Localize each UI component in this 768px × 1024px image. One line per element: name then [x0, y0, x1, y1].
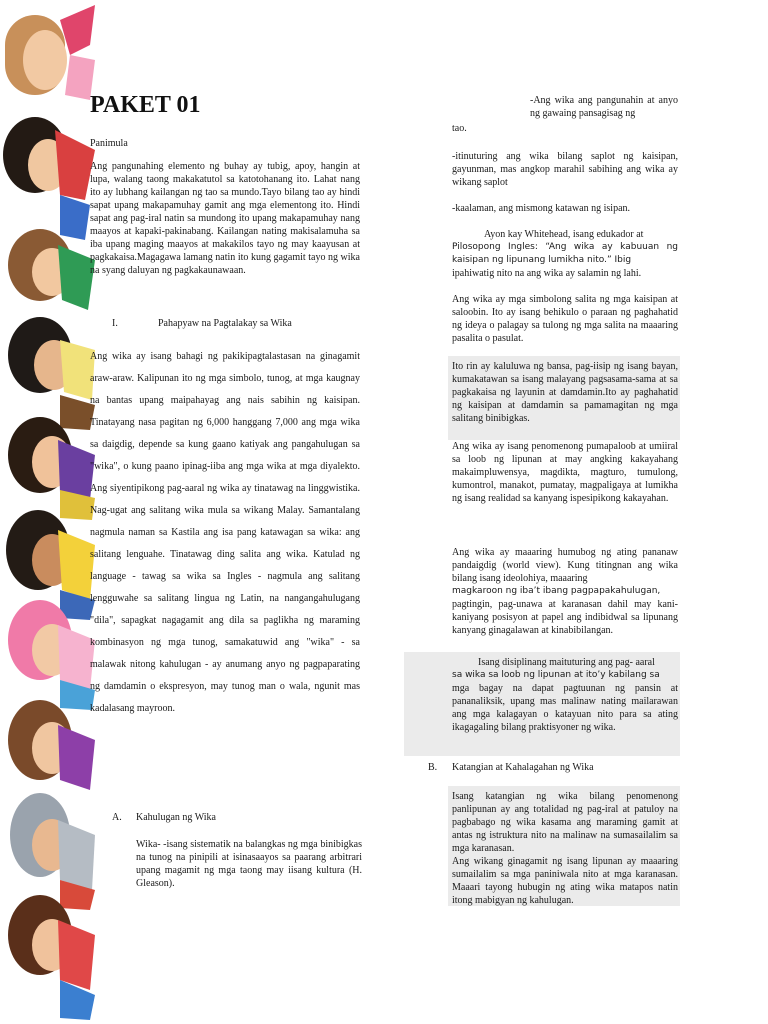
section-1-paragraph: Ang wika ay isang bahagi ng pakikipagtalastasan na ginagamit araw-araw. Kalipunan ito ng mga simbolo, tunog, at mga kaugnay na bantas upang maipahayag ang nais sabihin ng kaisipan. Tinatayang nasa pagitan ng 6,000 hanggang 7,000 ang mga wika sa daigdig, depende sa kung gaano katiyak ang pangahulugan sa "wika", o kung paano ipinag-iiba ang mga wika at mga diyalekto. Ang siyentipikong pag-aaral ng wika ay tinatawag na linggwistika. Nag-ugat ang salitang wika mula sa wikang Malay. Samantalang nagmula naman sa Kastila ang isa pang katawagan sa wika: ang salitang lenguahe. Tinatawag ding salita ang wika. Katulad ng language - tawag sa wika sa Ingles - nagmula ang salitang lengguwahe sa salitang lingua ng Latin, na nangangahulugang "dila", sapagkat nagagamit ang dila sa paglikha ng maraming kombinasyon ng mga tunog, samakatuwid ang "wika" - sa malawak nitong kahulugan - ay anumang anyo ng pagpaparating ng damdamin o ekspresyon, may tunog man o wala, ngunit mas kadalasang mayroon.	[90, 351, 360, 714]
right-paragraph-4-quote: Pilosopong Ingles: “Ang wika ay kabuuan ng kaisipan ng lipunang lumikha nito.” Ibig	[452, 242, 678, 265]
panimula-label: Panimula	[90, 138, 128, 149]
right-paragraph-9-end: mga bagay na dapat pagtuunan ng pansin at pananaliksik, upang mas malinaw nating mailarawan ang mga kalagayan o katayuan nito para sa ating ikagagaling bilang praktisyoner ng wika.	[452, 683, 678, 733]
section-b-title: Katangian at Kahalagahan ng Wika	[452, 762, 594, 773]
right-paragraph-1-end: tao.	[452, 123, 467, 134]
child-figure	[10, 793, 95, 910]
right-paragraph-8-end: pagtingin, pag-unawa at karanasan dahil may kani-kaniyang posisyon at papel ang indibidwal sa lipunang kanyang ginagalawan at kinabibilangan.	[452, 599, 678, 636]
right-paragraph-9: Isang disiplinang maituturing ang pag- aaral	[478, 657, 655, 668]
right-paragraph-10: Isang katangian ng wika bilang penomenong panlipunan ay ang totalidad ng pag-iral at patuloy na pagbabago ng wika kasama ang maraming gamit at antas ng istruktura nito na malinaw na sumasailalim sa mga karanasan.	[452, 791, 678, 854]
right-paragraph-1: -Ang wika ang pangunahin at anyo ng gawaing pansagisag ng	[530, 95, 678, 119]
right-paragraph-9-highlight: sa wika sa loob ng lipunan at ito’y kabilang sa	[452, 670, 660, 680]
section-a-number: A.	[112, 812, 122, 823]
child-figure	[3, 117, 95, 240]
child-figure	[8, 229, 95, 310]
section-1-title: Pahapyaw na Pagtalakay sa Wika	[158, 318, 292, 329]
section-b-number: B.	[428, 762, 438, 773]
right-paragraph-8: Ang wika ay maaaring humubog ng ating pananaw pandaigdig (world view). Kung titingnan ang wika bilang isang ideolohiya, maaaring	[452, 547, 678, 584]
section-1-number: I.	[112, 318, 118, 329]
right-paragraph-3: -kaalaman, ang mismong katawan ng isipan.	[452, 203, 631, 214]
child-figure	[8, 417, 95, 520]
section-a-title: Kahulugan ng Wika	[136, 812, 216, 823]
child-figure	[5, 5, 95, 100]
right-paragraph-6: Ito rin ay kaluluwa ng bansa, pag-iisip ng isang bayan, kumakatawan sa isang malayang pagsasama-sama at sa pagkakaisa ng layunin at damdamin.Ito ay paghahatid ng kaisipan at damdamin sa pamamagitan ng mga salitang binibigkas.	[452, 361, 678, 424]
cartoon-children-illustration	[0, 0, 100, 1024]
right-paragraph-8-highlight: magkaroon ng iba’t ibang pagpapakahulugan,	[452, 586, 661, 596]
right-paragraph-7: Ang wika ay isang penomenong pumapaloob at umiiral sa loob ng lipunan at may angking kakayahang makaimpluwensya, magdikta, magturo, tumulong, kumontrol, manakot, pumatay, magpaligaya at lumikha ng isang realidad sa kanyang ispesipikong kakayahan.	[452, 441, 678, 504]
child-figure	[8, 700, 95, 790]
child-figure	[8, 895, 95, 1020]
right-paragraph-4-end: ipahiwatig nito na ang wika ay salamin ng lahi.	[452, 268, 642, 279]
right-paragraph-11: Ang wikang ginagamit ng isang lipunan ay maaaring sumailalim sa mga paniniwala nito at mga karanasan. Maaari tayong hubugin ng ating wika matapos natin itong mabigyan ng kahulugan.	[452, 856, 678, 906]
right-paragraph-4: Ayon kay Whitehead, isang edukador at	[484, 229, 644, 240]
document-title: PAKET 01	[90, 92, 201, 118]
panimula-paragraph: Ang pangunahing elemento ng buhay ay tubig, apoy, hangin at lupa, walang taong makakatutol sa katotohanang ito. Lahat nang ito ay lubhang kailangan ng tao sa mundo.Tayo bilang tao ay hindi sapat upang makapamuhay gamit ang mga elementong ito. Hindi sapat ang pag-iral natin sa mundong ito upang makapamuhay nang maayos at kapaki-pakinabang. Kailangan nating makisalamuha sa iba upang maging maayos at makakilos tayo ng may kaayusan at pagkakaisa.Magagawa lamang natin ito kung gagamit tayo ng wika na syang daluyan ng pagkakaunawaan.	[90, 161, 360, 276]
right-paragraph-2: -itinuturing ang wika bilang saplot ng kaisipan, gayunman, mas angkop marahil sabihing ang wika ay wikang saplot	[452, 151, 678, 188]
section-a-paragraph: Wika- -isang sistematik na balangkas ng mga binibigkas na tunog na pinipili at isinasaayos sa paarang arbitrari upang magamit ng mga taong may iisang kultura (H. Gleason).	[136, 839, 362, 889]
child-figure	[8, 317, 95, 430]
right-paragraph-5: Ang wika ay mga simbolong salita ng mga kaisipan at saloobin. Ito ay isang behikulo o paraan ng paghahatid ng ideya o palagay sa tulong ng mga salita na maaaring pasalita o pasulat.	[452, 294, 678, 344]
